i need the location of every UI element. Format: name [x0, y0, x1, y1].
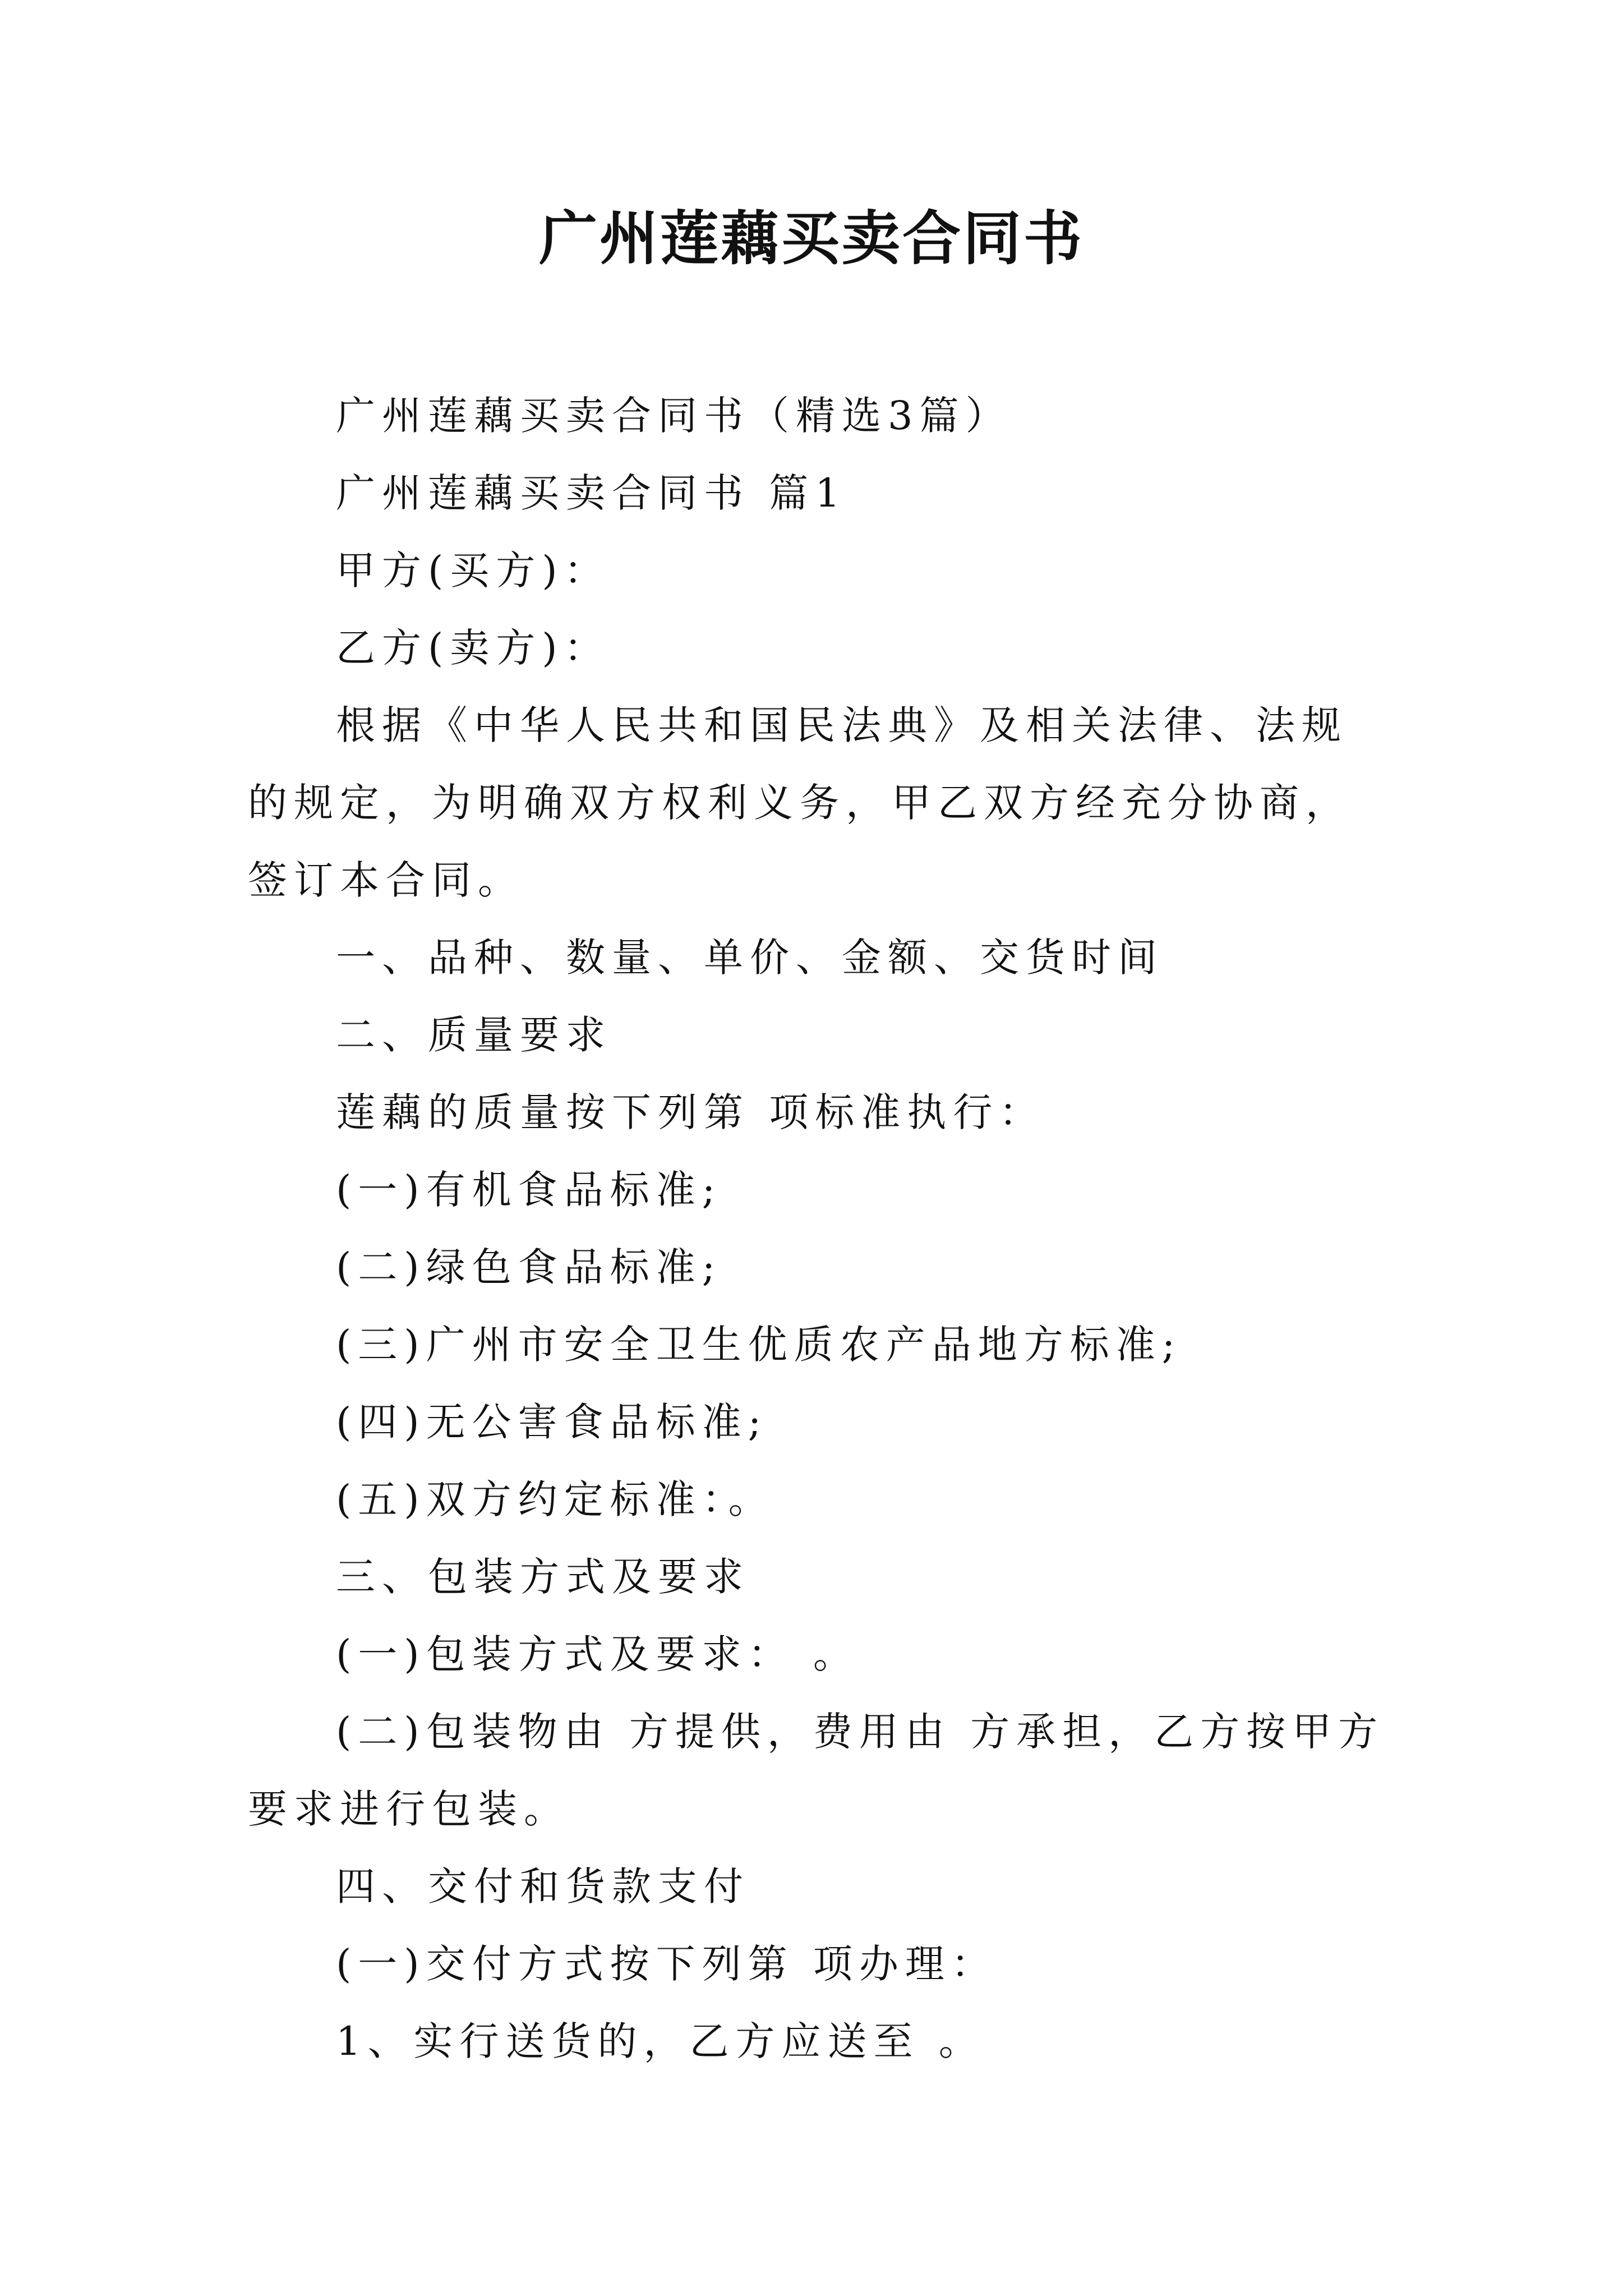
- paragraph-part-heading: 广州莲藕买卖合同书 篇1: [336, 470, 847, 516]
- document-title: 广州莲藕买卖合同书: [538, 204, 1084, 273]
- section-heading-2: 二、质量要求: [336, 1012, 612, 1058]
- list-item-standard-5: (五)双方约定标准：。: [336, 1476, 774, 1522]
- list-item-packaging-1: (一)包装方式及要求： 。: [336, 1631, 859, 1677]
- section-heading-3: 三、包装方式及要求: [336, 1554, 750, 1600]
- paragraph-party-b: 乙方(卖方)：: [336, 625, 610, 671]
- section-heading-4: 四、交付和货款支付: [336, 1864, 750, 1910]
- list-item-standard-2: (二)绿色食品标准;: [336, 1244, 722, 1290]
- paragraph-party-a: 甲方(买方)：: [336, 547, 610, 593]
- list-item-delivery-method-1: 1、实行送货的，乙方应送至 。: [336, 2018, 985, 2064]
- list-item-standard-1: (一)有机食品标准;: [336, 1167, 722, 1213]
- paragraph-preamble: 根据《中华人民共和国民法典》及相关法律、法规的规定，为明确双方权利义务，甲乙双方经充分协商，签订本合同。: [248, 702, 1352, 903]
- section-heading-1: 一、品种、数量、单价、金额、交货时间: [336, 935, 1164, 981]
- paragraph-subtitle: 广州莲藕买卖合同书（精选3篇）: [336, 393, 1012, 439]
- list-item-standard-4: (四)无公害食品标准;: [336, 1399, 768, 1445]
- document-body: [248, 377, 1391, 2080]
- list-item-packaging-2: (二)包装物由 方提供，费用由 方承担，乙方按甲方要求进行包装。: [248, 1709, 1385, 1832]
- list-item-standard-3: (三)广州市安全卫生优质农产品地方标准;: [336, 1322, 1182, 1368]
- list-item-delivery-1: (一)交付方式按下列第 项办理：: [336, 1941, 997, 1987]
- paragraph-quality-standard: 莲藕的质量按下列第 项标准执行：: [336, 1089, 1045, 1135]
